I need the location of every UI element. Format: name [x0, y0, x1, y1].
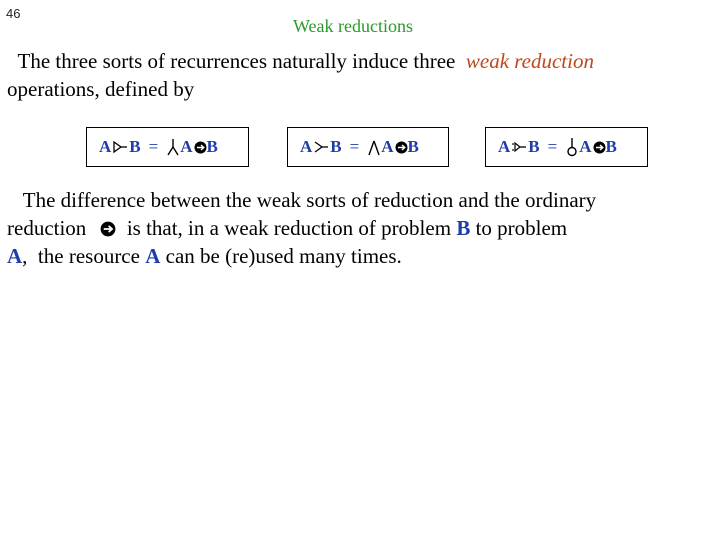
slide-title: Weak reductions — [293, 16, 414, 36]
rhs-b: B — [605, 137, 617, 156]
intro-text: The three sorts of recurrences naturally induce three — [17, 49, 456, 73]
weak-reduction-term: weak reduction — [465, 49, 594, 73]
lhs-a: A — [498, 137, 511, 156]
lhs-b: B — [129, 137, 141, 156]
weak-reduction-dotted-icon — [511, 140, 527, 154]
explanation-text-3d: can be (re)used many times. — [165, 244, 402, 268]
rhs-a: A — [381, 137, 394, 156]
explanation-paragraph — [7, 186, 596, 270]
equals-sign: = — [547, 137, 558, 156]
lhs-a: A — [300, 137, 313, 156]
equals-sign: = — [148, 137, 159, 156]
definition-box-branching — [86, 127, 249, 167]
weak-reduction-angle-icon — [313, 140, 329, 154]
sequential-recurrence-icon — [565, 137, 579, 157]
parallel-recurrence-icon — [367, 137, 381, 157]
rhs-a: A — [579, 137, 592, 156]
explanation-line-2 — [7, 214, 596, 242]
problem-b: B — [456, 216, 471, 240]
rhs-b: B — [407, 137, 419, 156]
intro-line-1 — [7, 47, 594, 75]
reduction-arrow-icon — [395, 141, 408, 154]
explanation-text-2b: is that, in a weak reduction of problem — [126, 216, 452, 240]
lhs-a: A — [99, 137, 112, 156]
reduction-arrow-icon — [194, 141, 207, 154]
explanation-text-2d: to problem — [475, 216, 568, 240]
rhs-b: B — [206, 137, 218, 156]
reduction-arrow-icon — [593, 141, 606, 154]
definition-box-parallel — [287, 127, 449, 167]
rhs-a: A — [180, 137, 193, 156]
intro-paragraph — [7, 47, 594, 103]
definition-box-sequential — [485, 127, 648, 167]
explanation-line-3 — [7, 242, 596, 270]
intro-line-2: operations, defined by — [7, 77, 195, 101]
problem-a: A — [7, 244, 23, 268]
weak-reduction-triangle-icon — [112, 140, 128, 154]
slide-number: 46 — [6, 6, 21, 21]
equals-sign: = — [349, 137, 360, 156]
lhs-b: B — [528, 137, 540, 156]
reduction-arrow-icon — [100, 221, 116, 237]
explanation-text-1: The difference between the weak sorts of reduction and the ordinary — [22, 188, 597, 212]
explanation-text-2a: reduction — [7, 216, 87, 240]
explanation-text-3b: , the resource — [22, 244, 140, 268]
branching-recurrence-icon — [166, 137, 180, 157]
explanation-line-1 — [7, 186, 596, 214]
resource-a: A — [145, 244, 161, 268]
lhs-b: B — [330, 137, 342, 156]
